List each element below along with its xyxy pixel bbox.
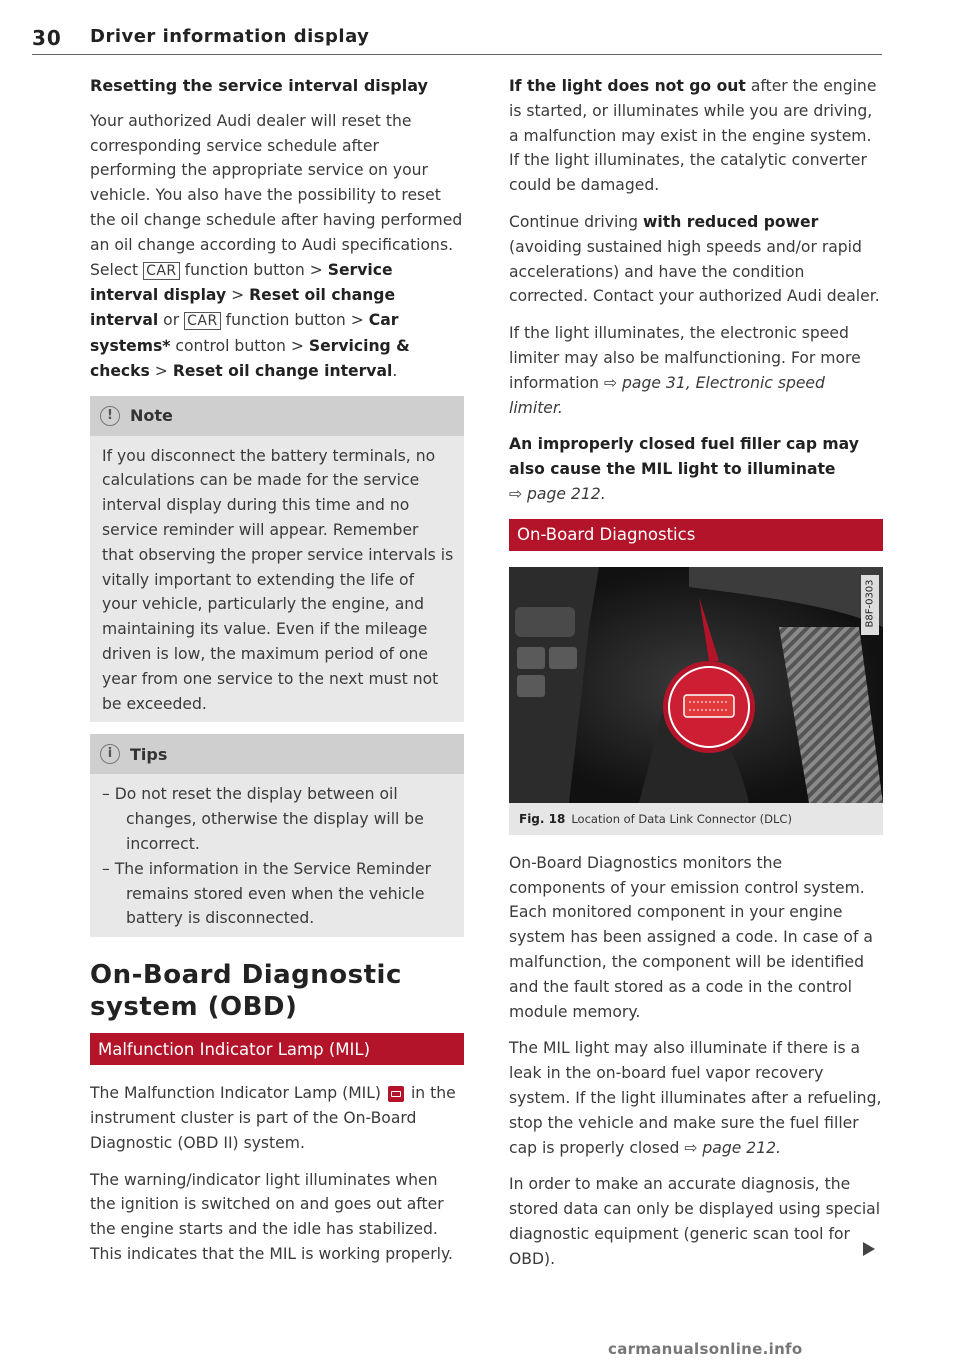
continue-paragraph: Continue driving with reduced power (avoiding sustained high speeds and/or rapid accelerations) and have the condition corrected. Contact your authorized Audi dealer. xyxy=(509,212,880,306)
left-column xyxy=(90,74,464,1279)
mil-paragraph-2: The warning/indicator light illuminates when the ignition is switched on and goes out after the engine starts and the idle has stabilized. This indicates that the MIL is working properly. xyxy=(90,1170,453,1263)
car-key: CAR xyxy=(143,262,180,280)
page-reference-link[interactable]: ⇨ page 31, Electronic speed limiter. xyxy=(509,373,825,417)
fuelcap-paragraph: An improperly closed fuel filler cap may also cause the MIL light to illuminate ⇨ page 212. xyxy=(509,435,859,503)
page-number: 30 xyxy=(32,26,62,50)
obd-paragraph-1: On-Board Diagnostics monitors the components of your emission control system. Each monitored component in your engine system has been assigned a code. In case of a malfunction, the component will be identified and the fault stored as a code in the control module memory. xyxy=(509,853,873,1021)
mil-paragraph: The Malfunction Indicator Lamp (MIL) in the instrument cluster is part of the On-Board Diagnostic (OBD II) system. xyxy=(90,1084,456,1152)
reset-heading: Resetting the service interval display xyxy=(90,76,428,95)
note-box xyxy=(90,396,464,723)
mil-section-bar: Malfunction Indicator Lamp (MIL) xyxy=(90,1033,464,1065)
page-header xyxy=(32,24,882,55)
note-text: If you disconnect the battery terminals, no calculations can be made for the service interval display during this time and no service reminder will appear. Remember that observing the proper service intervals is vitally important to extending the life of your vehicle, particularly the engine, and maintaining its value. Even if the mileage driven is low, the maximum period of one year from one service to the next must not be exceeded. xyxy=(102,446,454,713)
section-title: Driver information display xyxy=(90,26,370,47)
limiter-paragraph: If the light illuminates, the electronic speed limiter may also be malfunctioning. For more information ⇨ page 31, Electronic speed limiter. xyxy=(509,324,861,417)
car-key: CAR xyxy=(184,312,221,330)
obd-paragraph-3: In order to make an accurate diagnosis, the stored data can only be displayed using special diagnostic equipment (generic scan tool for OBD). xyxy=(509,1175,881,1268)
page-reference-link[interactable]: ⇨ page 212. xyxy=(684,1138,782,1157)
continue-arrow-icon[interactable] xyxy=(863,1242,875,1256)
obd-section-bar: On-Board Diagnostics xyxy=(509,519,883,551)
obd-paragraph-2: The MIL light may also illuminate if there is a leak in the on-board fuel vapor recovery system. If the light illuminates after a refueling, stop the vehicle and make sure the fuel filler cap is properly closed ⇨ page 212. xyxy=(509,1039,882,1157)
tips-box xyxy=(90,734,464,937)
dlc-location-figure xyxy=(509,567,883,803)
light-paragraph: If the light does not go out after the engine is started, or illuminates while you are driving, a malfunction may exist in the engine system. If the light illuminates, the catalytic converter could be damaged. xyxy=(509,77,877,195)
figure-code: B8F-0303 xyxy=(864,579,876,628)
figure-caption: Fig. 18 Location of Data Link Connector (DLC) xyxy=(509,803,883,835)
dashboard-illustration xyxy=(509,567,883,803)
note-title: Note xyxy=(130,406,173,426)
tips-title: Tips xyxy=(130,744,168,764)
engine-warning-icon xyxy=(388,1086,404,1102)
right-column xyxy=(509,74,883,1284)
warning-icon: ! xyxy=(100,406,120,426)
tip-item: – Do not reset the display between oil changes, otherwise the display will be incorrect. xyxy=(102,785,424,853)
obd-heading: On-Board Diagnostic system (OBD) xyxy=(90,960,402,1023)
tip-item: – The information in the Service Reminder remains stored even when the vehicle battery is disconnected. xyxy=(102,859,432,928)
watermark: carmanualsonline.info xyxy=(608,1340,803,1358)
info-icon: i xyxy=(100,744,120,764)
page-reference-link[interactable]: ⇨ page 212. xyxy=(509,484,606,503)
reset-paragraph: Your authorized Audi dealer will reset the corresponding service schedule after performing the appropriate service on your vehicle. You also have the possibility to reset the oil change schedule after having performed an oil change according to Audi specifications. Select CAR function button > Service interval display > Reset oil change interval or CAR function button > Car systems* control button > Servicing & checks > Reset oil change interval. xyxy=(90,111,463,380)
